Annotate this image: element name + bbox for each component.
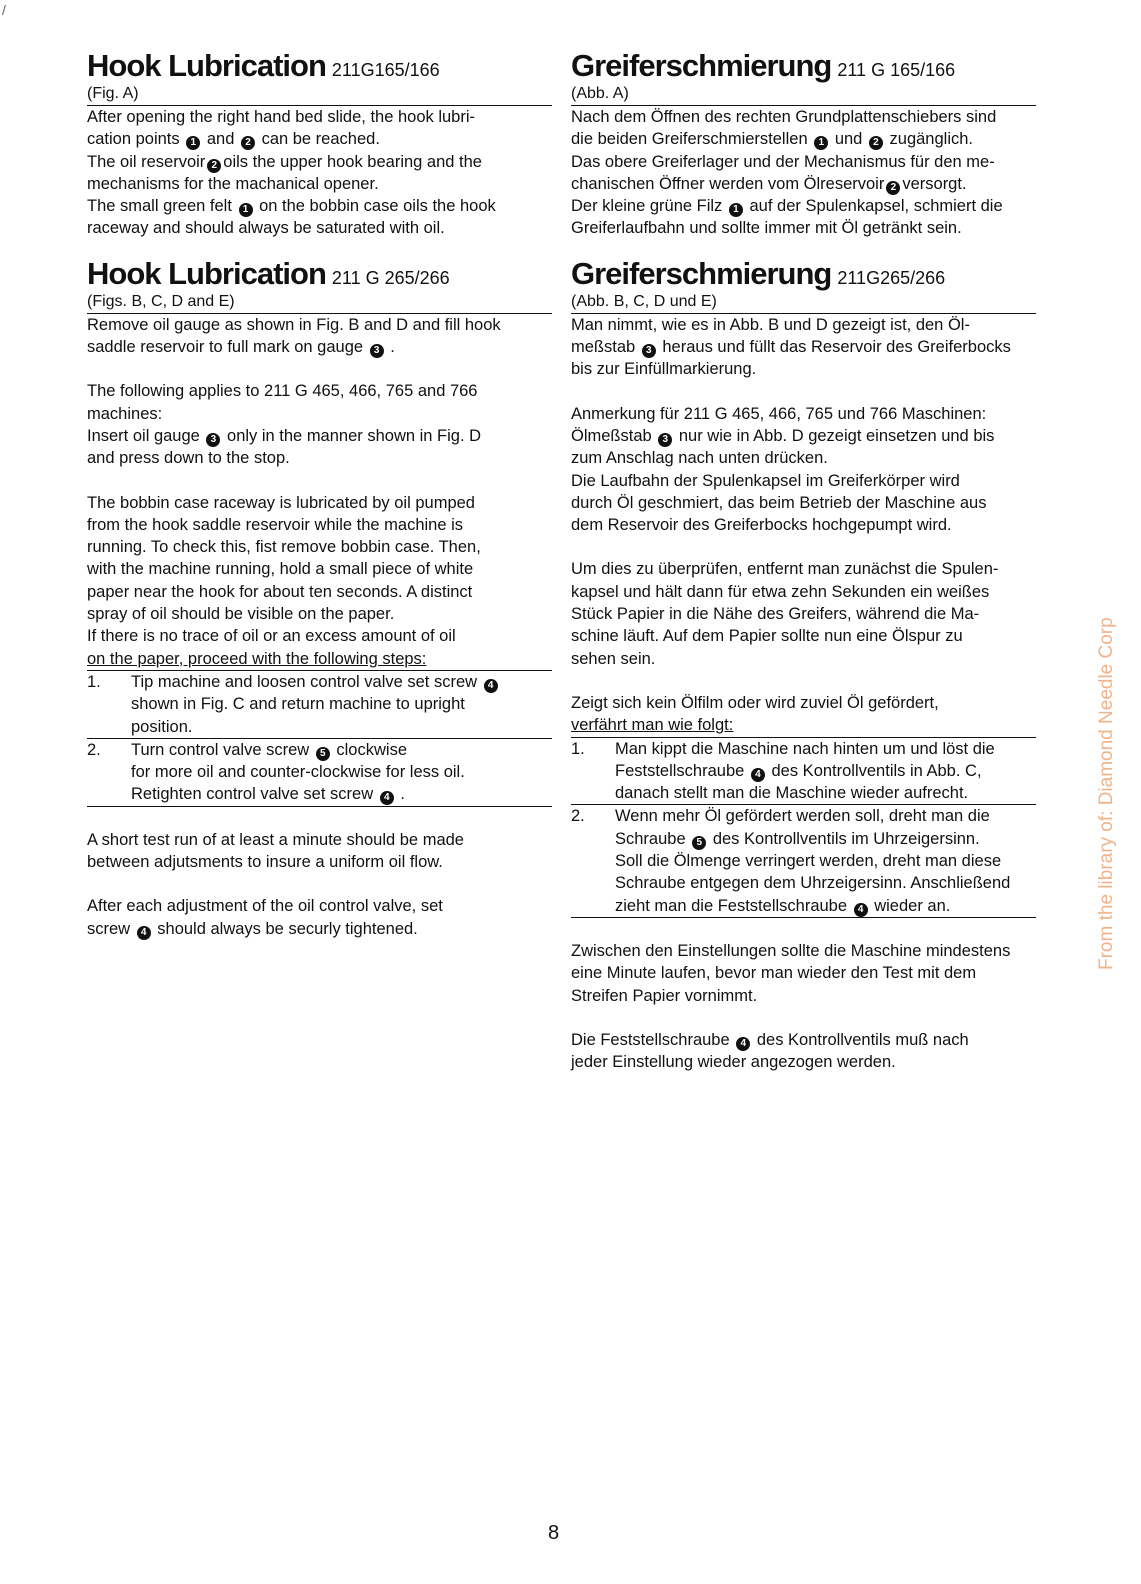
section-title: Greiferschmierung bbox=[571, 48, 832, 83]
figure-reference: (Abb. A) bbox=[571, 83, 1036, 106]
marker-2-icon: 2 bbox=[886, 181, 900, 195]
marker-3-icon: 3 bbox=[370, 344, 384, 358]
section-heading bbox=[571, 255, 1036, 291]
section-title: Hook Lubrication bbox=[87, 48, 326, 83]
paragraph: Zwischen den Einstellungen sollte die Maschine mindestens eine Minute laufen, bevor man wieder den Test mit dem Streifen Papier vornimmt. bbox=[571, 941, 1011, 1005]
german-column bbox=[571, 50, 1036, 1073]
paragraph: A short test run of at least a minute should be made between adjutsments to insure a uniform oil flow. bbox=[87, 830, 464, 872]
paragraph: on the paper, proceed with the following steps: bbox=[87, 648, 552, 671]
marker-2-icon: 2 bbox=[869, 136, 883, 150]
english-column bbox=[87, 50, 552, 940]
paragraph: The small green felt 1 on the bobbin case oils the hook raceway and should always be saturated with oil. bbox=[87, 197, 496, 238]
paragraph: Insert oil gauge 3 only in the manner shown in Fig. D and press down to the stop. bbox=[87, 426, 482, 468]
section-heading bbox=[87, 50, 552, 81]
paragraph: Anmerkung für 211 G 465, 466, 765 und 766 Maschinen: Ölmeßstab 3 nur wie in Abb. D gezeigt einsetzen und bis zum Anschlag nach unten drücken. Die Laufbahn der Spulenkapsel im Greiferkörper wird durch Öl geschmiert, das beim Betrieb der Maschine aus dem Reservoir des Greiferbocks hochgepumpt wird. bbox=[571, 404, 995, 535]
marker-3-icon: 3 bbox=[642, 344, 656, 358]
marker-1-icon: 1 bbox=[239, 203, 253, 217]
library-watermark: From the library of: Diamond Needle Corp bbox=[1096, 617, 1117, 970]
paragraph: Zeigt sich kein Ölfilm oder wird zuviel Öl gefördert, bbox=[571, 693, 939, 712]
paragraph: Die Feststellschraube 4 des Kontrollventils muß nach jeder Einstellung wieder angezogen werden. bbox=[571, 1030, 969, 1072]
step-1: 1. Man kippt die Maschine nach hinten um und löst die Feststellschraube 4 des Kontrollventils in Abb. C, danach stellt man die Maschine wieder aufrecht. bbox=[571, 738, 1036, 806]
marker-5-icon: 5 bbox=[692, 836, 706, 850]
page-number: 8 bbox=[548, 1522, 560, 1544]
marker-2-icon: 2 bbox=[241, 136, 255, 150]
marker-4-icon: 4 bbox=[736, 1037, 750, 1051]
step-1: 1. Tip machine and loosen control valve set screw 4 shown in Fig. C and return machine to upright position. bbox=[87, 671, 552, 739]
paragraph: Der kleine grüne Filz 1 auf der Spulenkapsel, schmiert die Greiferlaufbahn und sollte immer mit Öl getränkt sein. bbox=[571, 197, 1003, 238]
figure-reference: (Figs. B, C, D and E) bbox=[87, 291, 552, 314]
marker-5-icon: 5 bbox=[316, 747, 330, 761]
section-model: 211 G 265/266 bbox=[331, 267, 450, 288]
section-heading bbox=[571, 50, 1036, 81]
section-title: Greiferschmierung bbox=[571, 255, 832, 291]
section-model: 211 G 165/166 bbox=[837, 60, 956, 80]
marker-4-icon: 4 bbox=[854, 903, 868, 917]
marker-3-icon: 3 bbox=[658, 433, 672, 447]
figure-reference: (Fig. A) bbox=[87, 83, 552, 106]
paragraph: verfährt man wie folgt: bbox=[571, 714, 1036, 737]
paragraph: The bobbin case raceway is lubricated by oil pumped from the hook saddle reservoir while the machine is running. To check this, fist remove bobbin case. Then, with the machine running, hold a small piece of white paper near the hook for about ten seconds. A distinct spray of oil should be visible on the paper. If there is no trace of oil or an excess amount of oil bbox=[87, 493, 481, 646]
section-model: 211G165/166 bbox=[331, 60, 440, 80]
paragraph: Man nimmt, wie es in Abb. B und D gezeigt ist, den Öl- meßstab 3 heraus und füllt das Reservoir des Greiferbocks bis zur Einfüllmarkierung. bbox=[571, 315, 1011, 379]
paragraph: The oil reservoir 2 oils the upper hook bearing and the mechanisms for the machanical opener. bbox=[87, 152, 482, 193]
paragraph: After each adjustment of the oil control valve, set screw 4 should always be securly tightened. bbox=[87, 897, 443, 938]
marker-1-icon: 1 bbox=[186, 136, 200, 150]
figure-reference: (Abb. B, C, D und E) bbox=[571, 291, 1036, 314]
section-heading bbox=[87, 255, 552, 291]
paragraph: Nach dem Öffnen des rechten Grundplattenschiebers sind die beiden Greiferschmierstellen 1 und 2 zugänglich. bbox=[571, 108, 997, 149]
section-title: Hook Lubrication bbox=[87, 255, 326, 291]
marker-4-icon: 4 bbox=[751, 768, 765, 782]
marker-4-icon: 4 bbox=[137, 926, 151, 940]
paragraph: The following applies to 211 G 465, 466, 765 and 766 machines: bbox=[87, 382, 478, 423]
paragraph: Remove oil gauge as shown in Fig. B and D and fill hook saddle reservoir to full mark on gauge 3 . bbox=[87, 315, 501, 357]
scan-mark: / bbox=[2, 2, 6, 18]
marker-2-icon: 2 bbox=[207, 159, 221, 173]
paragraph: After opening the right hand bed slide, the hook lubri- cation points 1 and 2 can be reached. bbox=[87, 108, 476, 149]
paragraph: Das obere Greiferlager und der Mechanismus für den me- chanischen Öffner werden vom Ölreservoir 2 versorgt. bbox=[571, 152, 995, 193]
marker-4-icon: 4 bbox=[484, 679, 498, 693]
step-2: 2. Turn control valve screw 5 clockwise for more oil and counter-clockwise for less oil. Retighten control valve set screw 4 . bbox=[87, 739, 552, 807]
marker-1-icon: 1 bbox=[814, 136, 828, 150]
section-model: 211G265/266 bbox=[837, 267, 946, 288]
marker-4-icon: 4 bbox=[380, 791, 394, 805]
marker-1-icon: 1 bbox=[729, 203, 743, 217]
step-2: 2. Wenn mehr Öl gefördert werden soll, dreht man die Schraube 5 des Kontrollventils im Uhrzeigersinn. Soll die Ölmenge verringert werden, dreht man diese Schraube entgegen dem Uhrzeigersinn. Anschließend zieht man die Feststellschraube 4 wieder an. bbox=[571, 805, 1036, 917]
paragraph: Um dies zu überprüfen, entfernt man zunächst die Spulen- kapsel und hält dann für etwa zehn Sekunden ein weißes Stück Papier in die Nähe des Greifers, während die Ma- schine läuft. Auf dem Papier sollte nun eine Ölspur zu sehen sein. bbox=[571, 560, 999, 668]
marker-3-icon: 3 bbox=[206, 433, 220, 447]
